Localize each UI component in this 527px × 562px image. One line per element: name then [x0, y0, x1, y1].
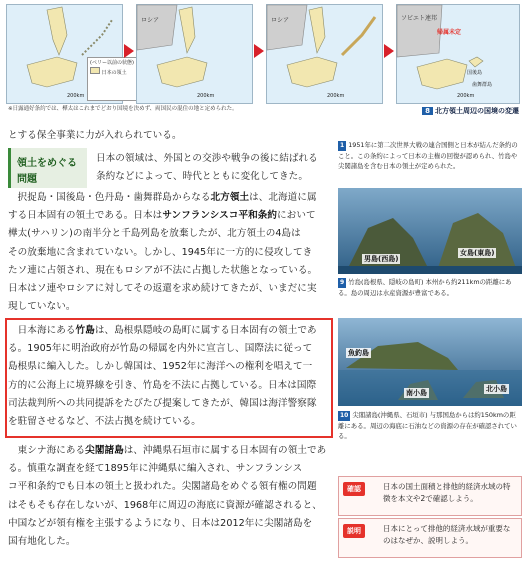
- scale-label: 200km: [457, 93, 475, 99]
- photo-label: 男島(西島): [364, 255, 399, 263]
- photo-label: 北小島: [486, 385, 507, 393]
- heading-line: 領土をめぐる: [17, 158, 77, 169]
- country-label: ソビエト連邦: [401, 15, 438, 22]
- map-panel-2: [136, 4, 253, 104]
- map-panel-4: [396, 4, 520, 104]
- arrow-icon: [384, 44, 394, 58]
- arrow-icon: [124, 44, 134, 58]
- country-label: ロシア: [141, 17, 160, 24]
- photo-caption-senkaku: 10 尖閣諸島(沖縄県、石垣市) 与那国島からは約150kmの距離にある。周辺の海底に石油などの資源の存在が確認されている。: [338, 411, 517, 440]
- map-legend: [87, 57, 137, 101]
- legend-item: 日本の領土: [101, 70, 127, 76]
- undetermined-label: 帰属未定: [437, 29, 462, 36]
- question-confirm: 確認 日本の国土面積と排他的経済水域の特徴を本文や2で確認しよう。: [338, 476, 522, 516]
- scale-label: 200km: [327, 93, 345, 99]
- legend-title: (ペリー以前の状態): [90, 60, 134, 66]
- scale-label: 200km: [197, 93, 215, 99]
- keyword: 北方領土: [210, 192, 250, 203]
- map-panel-3: [266, 4, 383, 104]
- figure-number: 9: [340, 279, 345, 286]
- photo-label: 魚釣島: [348, 349, 369, 357]
- arrow-icon: [254, 44, 264, 58]
- photo-takeshima: [338, 188, 522, 274]
- footnote-number: 1: [340, 142, 345, 149]
- photo-caption-takeshima: 9 竹島(島根県、隠岐の島町) 本州から約211kmの距離にある。島の周辺は水産資源が豊富である。: [338, 278, 512, 297]
- paragraph-1: 日本の領域は、外国との交渉や戦争の後に結ばれる 条約などによって、時代とともに変化してきた。: [96, 153, 318, 183]
- country-label: ロシア: [271, 17, 290, 24]
- question-explain: 説明 日本にとって排他的経済水域が重要なのはなぜか、説明しよう。: [338, 518, 522, 558]
- map-panel-1: [6, 4, 134, 104]
- paragraph-northern-territories: 択捉島・国後島・色丹島・歯舞群島からなる北方領土は、北海道に属 する日本固有の領土である。日本はサンフランシスコ平和条約において 樺太(サハリン)の南半分と千島列島を放棄したが、北方領土の4島は その放棄地に含まれていない。しかし、1945年に一方的に侵攻してき たソ連に占領され、現在もロシアが不法に占拠した状態となっている。 日本はソ連やロシアに対してその返還を求め続けてきたが、いまだに実 現していない。: [8, 192, 318, 313]
- heading-line: 問題: [17, 174, 37, 185]
- photo-senkaku: [338, 318, 522, 406]
- keyword: 尖閣諸島: [85, 445, 124, 456]
- figure-title-text: 北方領土周辺の国境の変遷: [435, 107, 519, 115]
- figure-number: 10: [340, 412, 349, 419]
- intro-line: とする保全事業に力が入れられている。: [8, 130, 182, 141]
- scale-label: 200km: [67, 93, 85, 99]
- place-label: 国後島: [467, 70, 483, 76]
- keyword: サンフランシスコ平和条約: [162, 210, 278, 222]
- explain-tag: 説明: [343, 524, 365, 538]
- paragraph-senkaku: 東シナ海にある尖閣諸島は、沖縄県石垣市に属する日本固有の領土であ る。慎重な調査を経て1895年に沖縄県に編入され、サンフランシス コ平和条約でも日本の領土と扱われた。尖閣諸島をめぐる領有権の問題 はそもそも存在しないが、1968年に周辺の海底に資源が確認されると、 中国などが領有権を主張するようになり、日本は2012年に尖閣諸島を 国有地化した。: [8, 445, 327, 548]
- confirm-tag: 確認: [343, 482, 365, 496]
- paragraph-takeshima: 日本海にある竹島は、島根県隠岐の島町に属する日本固有の領土であ る。1905年に明治政府が竹島の帰属を内外に宣言し、国際法に従って 島根県に編入した。しかし韓国は、1952年に海洋への権利を唱えて一 方的に公海上に境界線を引き、竹島を不法に占拠している。日本は国際 司法裁判所への共同提訴をたびたび提案してきたが、韓国は海洋警察隊 を駐留させるなど、不法占拠を続けている。: [8, 325, 317, 428]
- section-heading: [8, 148, 87, 188]
- photo-label: 女島(東島): [460, 249, 495, 257]
- place-label: 歯舞群島: [472, 82, 493, 88]
- footnote: 1 1951年に第二次世界大戦の連合国側と日本が結んだ条約のこと。この条約によって日本の主権の回復が認められ、竹島や尖閣諸島を含む日本の領土が定められた。: [338, 141, 518, 170]
- figure-title: [422, 106, 519, 116]
- map-caption: ※日露通好条約では、樺太はこれまでどおり国境を決めず、両国民の混住の地と定められた。: [8, 106, 238, 112]
- keyword: 竹島: [75, 325, 95, 336]
- figure-number: 8: [422, 107, 433, 115]
- photo-label: 南小島: [406, 389, 427, 397]
